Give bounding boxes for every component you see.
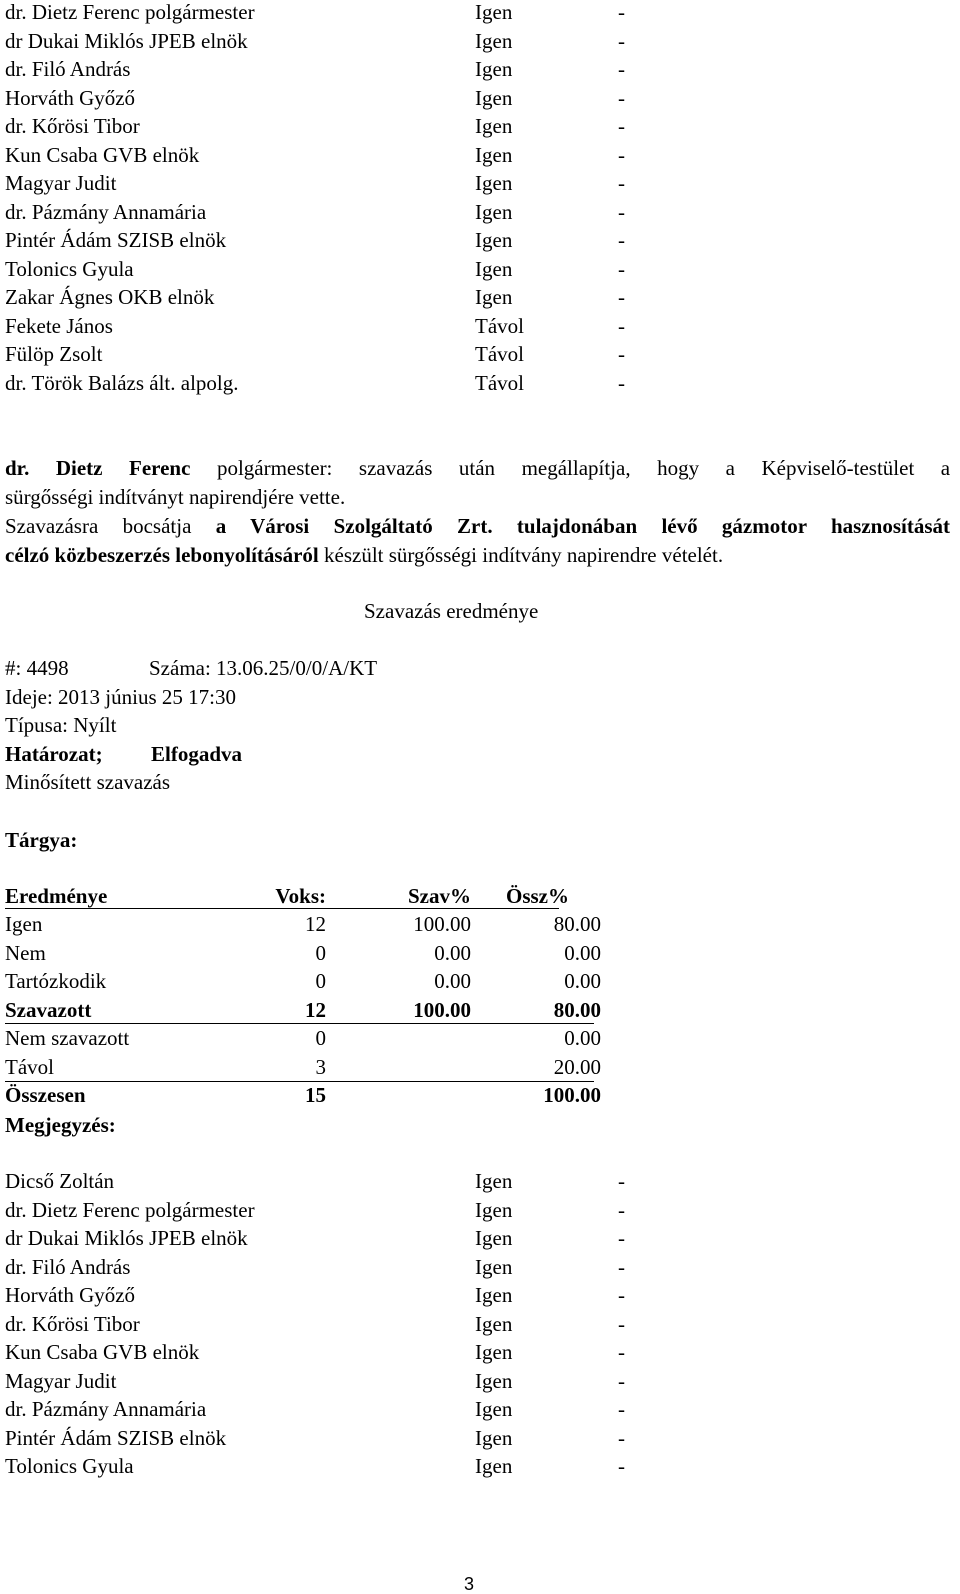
results-header <box>5 882 605 911</box>
vote-row <box>5 1253 645 1282</box>
results-row <box>5 996 605 1025</box>
voter-dash: - <box>618 1197 625 1222</box>
voter-vote: Igen <box>475 28 513 53</box>
result-label: Szavazott <box>5 997 92 1022</box>
voter-vote: Igen <box>475 199 513 224</box>
result-votes: 15 <box>305 1083 326 1107</box>
voter-dash: - <box>618 1254 625 1279</box>
result-total-pct: 0.00 <box>564 940 601 965</box>
result-total-pct: 0.00 <box>564 969 601 993</box>
text-word: a <box>725 456 735 480</box>
voter-dash: - <box>618 1397 625 1421</box>
voter-name: dr. Kőrösi Tibor <box>5 1311 140 1336</box>
vote-row <box>5 84 645 113</box>
voter-name: Kun Csaba GVB elnök <box>5 1340 200 1364</box>
text-word: a <box>940 456 951 480</box>
voter-dash: - <box>618 285 625 309</box>
vote-row <box>5 1338 645 1367</box>
result-title: Szavazás eredménye <box>364 599 539 623</box>
voter-name: Dicső Zoltán <box>5 1169 115 1193</box>
voter-dash: - <box>618 1368 625 1393</box>
voter-vote: Távol <box>475 313 524 338</box>
speaker-first: Dietz <box>55 456 103 480</box>
result-vote-pct: 100.00 <box>413 912 471 936</box>
header-vote-pct: Szav% <box>408 884 471 908</box>
results-row <box>5 1053 605 1082</box>
result-total-pct: 100.00 <box>543 1083 601 1107</box>
vote-row <box>5 1167 645 1196</box>
result-label: Tartózkodik <box>5 969 107 993</box>
voter-vote: Távol <box>475 370 524 395</box>
szavazott-underline <box>5 1023 594 1024</box>
voter-vote: Igen <box>475 1311 513 1336</box>
voter-vote: Igen <box>475 1283 513 1307</box>
vote-row <box>5 1196 645 1225</box>
results-row <box>5 967 605 996</box>
speaker-last: Ferenc <box>129 456 191 480</box>
voter-name: dr. Pázmány Annamária <box>5 1397 207 1421</box>
vote-row <box>5 1367 645 1396</box>
voter-dash: - <box>618 114 625 138</box>
voter-name: Magyar Judit <box>5 171 117 195</box>
voter-name: Horváth Győző <box>5 85 136 110</box>
vote-row <box>5 55 645 84</box>
voter-dash: - <box>618 370 625 395</box>
motion-subject-1: a Városi Szolgáltató Zrt. tulajdonában lévő gázmotor hasznosítását <box>215 514 950 538</box>
voter-name: Zakar Ágnes OKB elnök <box>5 285 215 309</box>
voter-dash: - <box>618 1311 625 1336</box>
subject-label: Tárgya: <box>5 828 78 852</box>
vote-row <box>5 1281 645 1310</box>
vote-row <box>5 198 645 227</box>
voter-dash: - <box>618 256 625 281</box>
voter-dash: - <box>618 1283 625 1307</box>
voter-dash: - <box>618 171 625 195</box>
voter-dash: - <box>618 199 625 224</box>
voter-vote: Igen <box>475 1425 513 1450</box>
voter-vote: Igen <box>475 1454 513 1478</box>
result-total-pct: 20.00 <box>553 1054 601 1079</box>
result-label: Igen <box>5 912 43 936</box>
motion-subject-2: célzó közbeszerzés lebonyolításáról <box>5 543 319 567</box>
result-vote-pct: 100.00 <box>413 997 471 1022</box>
result-votes: 0 <box>315 969 326 993</box>
voter-name: Tolonics Gyula <box>5 256 134 281</box>
motion-line-1 <box>5 512 950 541</box>
result-votes: 0 <box>315 1026 326 1050</box>
vote-row <box>5 141 645 170</box>
voter-dash: - <box>618 28 625 53</box>
voter-vote: Igen <box>475 142 513 167</box>
voter-name: dr. Filó András <box>5 57 131 81</box>
page-number: 3 <box>464 1574 475 1594</box>
result-label: Összesen <box>5 1083 86 1107</box>
voter-name: dr. Kőrösi Tibor <box>5 114 140 138</box>
result-total-pct: 80.00 <box>553 997 601 1022</box>
voter-vote: Igen <box>475 1368 513 1393</box>
voter-dash: - <box>618 1425 625 1450</box>
vote-row <box>5 169 645 198</box>
header-total-pct: Össz% <box>506 884 569 908</box>
voter-name: dr Dukai Miklós JPEB elnök <box>5 1226 248 1250</box>
text-word: megállapítja, <box>521 456 631 480</box>
vote-type: Típusa: Nyílt <box>5 713 117 737</box>
voter-dash: - <box>618 1226 625 1250</box>
voter-name: dr. Filó András <box>5 1254 131 1279</box>
result-total-pct: 80.00 <box>553 912 601 936</box>
voter-name: dr. Dietz Ferenc polgármester <box>5 0 255 24</box>
voter-dash: - <box>618 1340 625 1364</box>
voter-name: Fekete János <box>5 313 113 338</box>
voter-dash: - <box>618 142 625 167</box>
voter-vote: Igen <box>475 114 513 138</box>
motion-line-2 <box>5 541 723 570</box>
results-row <box>5 1024 605 1053</box>
vote-time: Ideje: 2013 június 25 17:30 <box>5 685 236 709</box>
voter-dash: - <box>618 85 625 110</box>
voter-vote: Igen <box>475 228 513 252</box>
vote-row <box>5 226 645 255</box>
voter-vote: Igen <box>475 85 513 110</box>
voter-vote: Igen <box>475 1197 513 1222</box>
voter-dash: - <box>618 1454 625 1478</box>
result-vote-pct: 0.00 <box>434 969 471 993</box>
vote-row <box>5 1395 645 1424</box>
voter-dash: - <box>618 57 625 81</box>
result-vote-pct: 0.00 <box>434 940 471 965</box>
vote-row <box>5 283 645 312</box>
voter-dash: - <box>618 228 625 252</box>
header-votes: Voks: <box>275 884 326 908</box>
vote-row <box>5 1310 645 1339</box>
vote-row <box>5 1424 645 1453</box>
decision-status: Elfogadva <box>151 742 243 766</box>
result-label: Nem <box>5 940 46 965</box>
vote-row <box>5 312 645 341</box>
voter-name: dr Dukai Miklós JPEB elnök <box>5 28 248 53</box>
voter-dash: - <box>618 0 625 24</box>
voter-name: dr. Pázmány Annamária <box>5 199 207 224</box>
announcement-line-1 <box>5 454 950 483</box>
vote-row <box>5 369 645 398</box>
text-word: polgármester: <box>216 456 333 480</box>
result-label: Távol <box>5 1054 54 1079</box>
voter-name: Pintér Ádám SZISB elnök <box>5 228 227 252</box>
voter-vote: Igen <box>475 1169 513 1193</box>
result-votes: 12 <box>305 997 326 1022</box>
voter-vote: Távol <box>475 342 524 366</box>
voter-name: Pintér Ádám SZISB elnök <box>5 1425 227 1450</box>
vote-row <box>5 27 645 56</box>
results-row <box>5 939 605 968</box>
voter-name: dr. Török Balázs ált. alpolg. <box>5 370 239 395</box>
header-result: Eredménye <box>5 884 108 908</box>
vote-row <box>5 112 645 141</box>
voter-name: Tolonics Gyula <box>5 1454 134 1478</box>
result-votes: 3 <box>315 1054 326 1079</box>
results-row <box>5 1081 605 1110</box>
result-total-pct: 0.00 <box>564 1026 601 1050</box>
voter-dash: - <box>618 1169 625 1193</box>
vote-row <box>5 1224 645 1253</box>
voter-vote: Igen <box>475 171 513 195</box>
result-votes: 0 <box>315 940 326 965</box>
speaker-title: dr. <box>5 456 30 480</box>
motion-rest: készült sürgősségi indítvány napirendre vételét. <box>324 543 724 567</box>
voter-dash: - <box>618 313 625 338</box>
results-row <box>5 910 605 939</box>
result-label: Nem szavazott <box>5 1026 130 1050</box>
voter-name: Magyar Judit <box>5 1368 117 1393</box>
voter-vote: Igen <box>475 1340 513 1364</box>
vote-row <box>5 1452 645 1481</box>
vote-reference: Száma: 13.06.25/0/0/A/KT <box>149 656 378 680</box>
voter-name: Fülöp Zsolt <box>5 342 103 366</box>
voter-name: Kun Csaba GVB elnök <box>5 142 200 167</box>
decision-label: Határozat; <box>5 742 103 766</box>
vote-row <box>5 0 645 27</box>
motion-prefix: Szavazásra bocsátja <box>5 514 192 538</box>
vote-number: #: 4498 <box>5 656 69 680</box>
voter-vote: Igen <box>475 1397 513 1421</box>
vote-row <box>5 255 645 284</box>
text-word: szavazás <box>358 456 433 480</box>
note-label: Megjegyzés: <box>5 1113 116 1137</box>
result-votes: 12 <box>305 912 326 936</box>
voter-dash: - <box>618 342 625 366</box>
voter-vote: Igen <box>475 1226 513 1250</box>
voter-name: dr. Dietz Ferenc polgármester <box>5 1197 255 1222</box>
announcement-line-2: sürgősségi indítványt napirendjére vette. <box>5 485 346 509</box>
voter-vote: Igen <box>475 0 513 24</box>
voter-vote: Igen <box>475 256 513 281</box>
vote-row <box>5 340 645 369</box>
tavol-underline <box>5 1081 594 1082</box>
voter-name: Horváth Győző <box>5 1283 136 1307</box>
text-word: Képviselő-testület <box>761 456 915 480</box>
text-word: után <box>458 456 496 480</box>
voter-vote: Igen <box>475 1254 513 1279</box>
qualified-vote: Minősített szavazás <box>5 770 171 794</box>
header-underline <box>5 908 559 909</box>
voter-vote: Igen <box>475 57 513 81</box>
voter-vote: Igen <box>475 285 513 309</box>
text-word: hogy <box>657 456 700 480</box>
